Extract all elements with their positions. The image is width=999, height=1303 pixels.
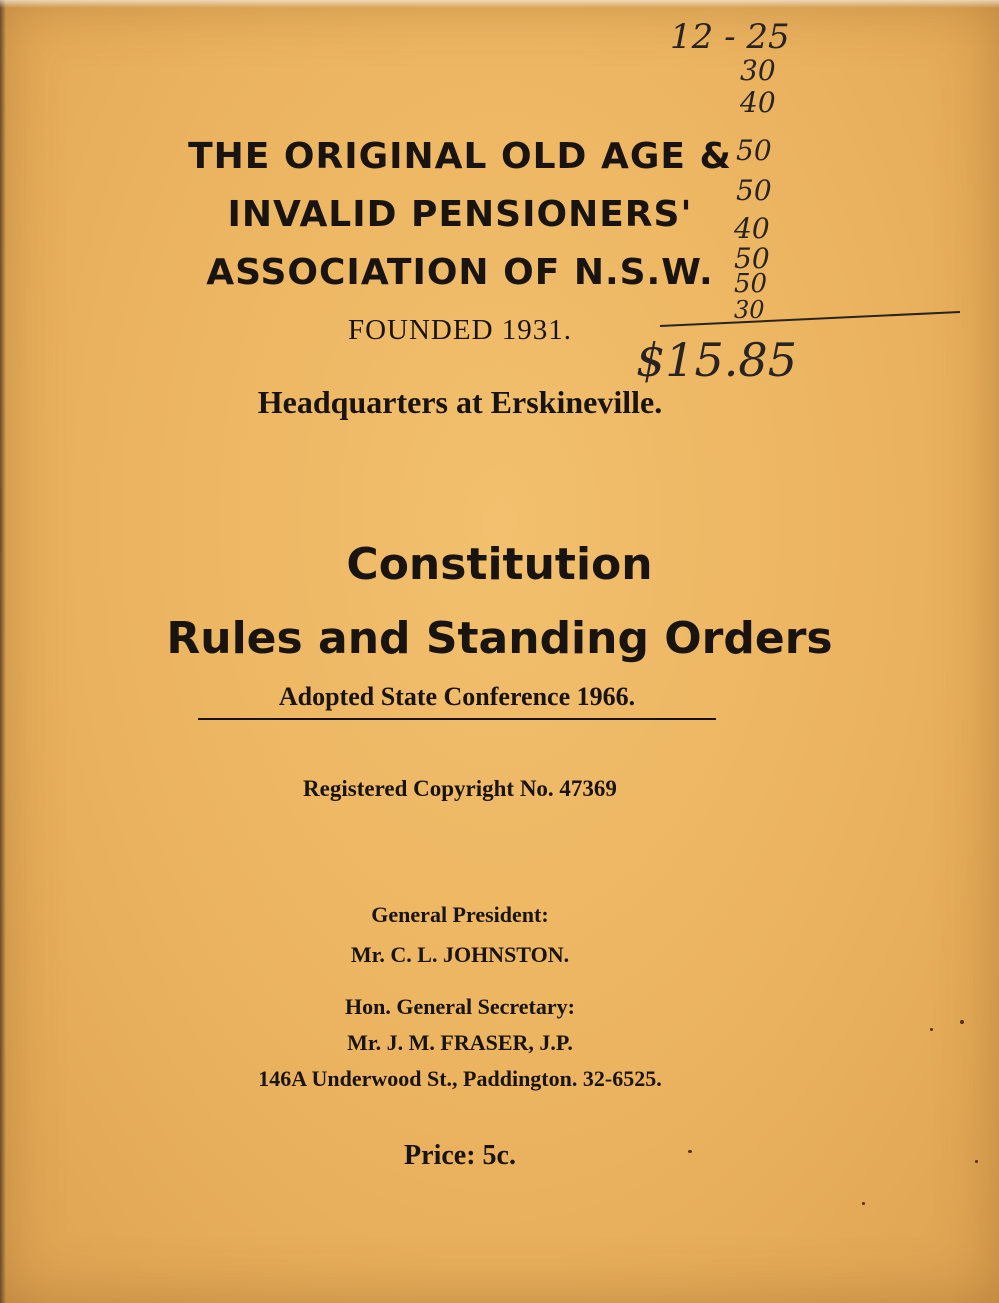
paper-speck: [975, 1160, 978, 1163]
tally-sum-line: [660, 312, 960, 326]
title-line-1: THE ORIGINAL OLD AGE &: [188, 136, 732, 177]
price-label: Price: 5c.: [404, 1140, 516, 1171]
paper-speck: [688, 1150, 692, 1153]
tally-entry-2: 40: [740, 86, 776, 119]
secretary-name: Mr. J. M. FRASER, J.P.: [347, 1030, 573, 1055]
document-title: [40, 528, 959, 676]
paper-speck: [862, 1202, 865, 1205]
tally-entry-3: 50: [736, 134, 772, 167]
tally-entry-1: 30: [740, 54, 776, 87]
president-role: General President:: [371, 902, 549, 927]
tally-entry-5: 40: [734, 212, 770, 245]
paper-speck: [930, 1028, 933, 1031]
headquarters-line: Headquarters at Erskineville.: [257, 384, 663, 420]
tally-entry-4: 50: [736, 174, 772, 207]
founded-year: FOUNDED 1931.: [347, 314, 573, 346]
secretary-address: 146A Underwood St., Paddington. 32-6525.: [258, 1066, 662, 1091]
tally-header: 12 - 25: [670, 17, 790, 57]
tally-entry-8: 30: [734, 296, 765, 324]
document-title-line-1: Constitution: [346, 539, 653, 590]
tally-total: $15.85: [636, 333, 797, 387]
tally-entry-7: 50: [734, 269, 768, 299]
handwritten-tally: [600, 0, 999, 400]
tally-entry-6: 50: [734, 242, 770, 275]
cover-left-edge: [0, 0, 6, 1303]
adopted-conference: Adopted State Conference 1966.: [198, 682, 716, 720]
paper-speck: [960, 1020, 964, 1024]
title-line-2: INVALID PENSIONERS': [227, 194, 693, 235]
document-title-line-2: Rules and Standing Orders: [166, 613, 833, 664]
secretary-role: Hon. General Secretary:: [345, 994, 575, 1019]
title-line-3: ASSOCIATION OF N.S.W.: [206, 252, 714, 293]
copyright-number: Registered Copyright No. 47369: [303, 776, 617, 801]
president-name: Mr. C. L. JOHNSTON.: [350, 942, 570, 967]
